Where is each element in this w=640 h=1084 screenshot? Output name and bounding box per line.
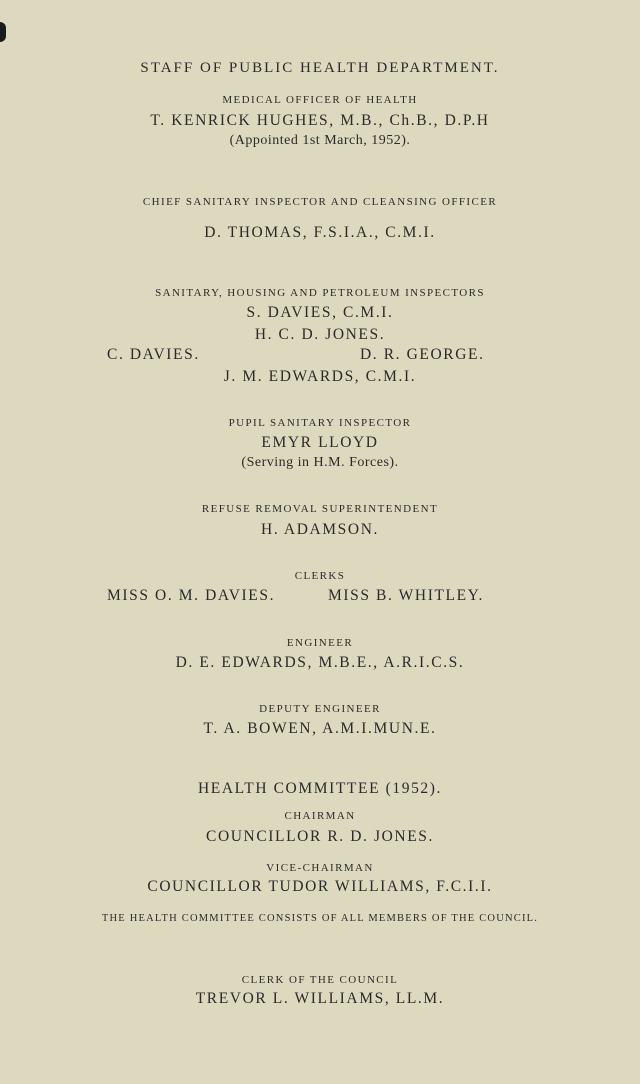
chairman-heading: CHAIRMAN: [284, 810, 356, 822]
document-title: STAFF OF PUBLIC HEALTH DEPARTMENT.: [140, 60, 500, 76]
vice-chairman-name: COUNCILLOR TUDOR WILLIAMS, F.C.I.I.: [147, 878, 493, 895]
moh-appointment-note: (Appointed 1st March, 1952).: [229, 133, 411, 148]
inspector-name-4: J. M. EDWARDS, C.M.I.: [223, 368, 417, 385]
pupil-inspector-name: EMYR LLOYD: [261, 434, 379, 451]
page-edge-mark: [0, 22, 6, 42]
inspector-name-3-right: D. R. GEORGE.: [360, 346, 485, 363]
chief-inspector-name: D. THOMAS, F.S.I.A., C.M.I.: [204, 224, 436, 241]
clerk-name-right: MISS B. WHITLEY.: [328, 587, 484, 604]
clerks-heading: CLERKS: [294, 570, 346, 582]
engineer-name: D. E. EDWARDS, M.B.E., A.R.I.C.S.: [175, 654, 465, 671]
vice-chairman-heading: VICE-CHAIRMAN: [266, 862, 374, 874]
inspector-name-1: S. DAVIES, C.M.I.: [246, 304, 394, 321]
clerk-of-council-heading: CLERK OF THE COUNCIL: [241, 974, 399, 986]
committee-title: HEALTH COMMITTEE (1952).: [197, 780, 443, 797]
moh-heading: MEDICAL OFFICER OF HEALTH: [222, 94, 418, 106]
clerk-of-council-name: TREVOR L. WILLIAMS, LL.M.: [195, 990, 445, 1007]
inspectors-heading: SANITARY, HOUSING AND PETROLEUM INSPECTORS: [155, 287, 485, 299]
pupil-inspector-note: (Serving in H.M. Forces).: [241, 455, 399, 470]
moh-name: T. KENRICK HUGHES, M.B., Ch.B., D.P.H: [150, 112, 490, 129]
inspector-name-2: H. C. D. JONES.: [254, 326, 386, 343]
refuse-heading: REFUSE REMOVAL SUPERINTENDENT: [201, 503, 439, 515]
deputy-engineer-name: T. A. BOWEN, A.M.I.MUN.E.: [203, 720, 437, 737]
clerk-name-left: MISS O. M. DAVIES.: [107, 587, 276, 604]
deputy-engineer-heading: DEPUTY ENGINEER: [259, 703, 381, 715]
refuse-name: H. ADAMSON.: [261, 521, 379, 538]
committee-note: THE HEALTH COMMITTEE CONSISTS OF ALL MEMBERS OF THE COUNCIL.: [101, 913, 539, 924]
inspector-name-3-left: C. DAVIES.: [107, 346, 200, 363]
pupil-inspector-heading: PUPIL SANITARY INSPECTOR: [228, 417, 412, 429]
chief-inspector-heading: CHIEF SANITARY INSPECTOR AND CLEANSING OFFICER: [142, 196, 498, 208]
chairman-name: COUNCILLOR R. D. JONES.: [206, 828, 434, 845]
engineer-heading: ENGINEER: [286, 637, 354, 649]
